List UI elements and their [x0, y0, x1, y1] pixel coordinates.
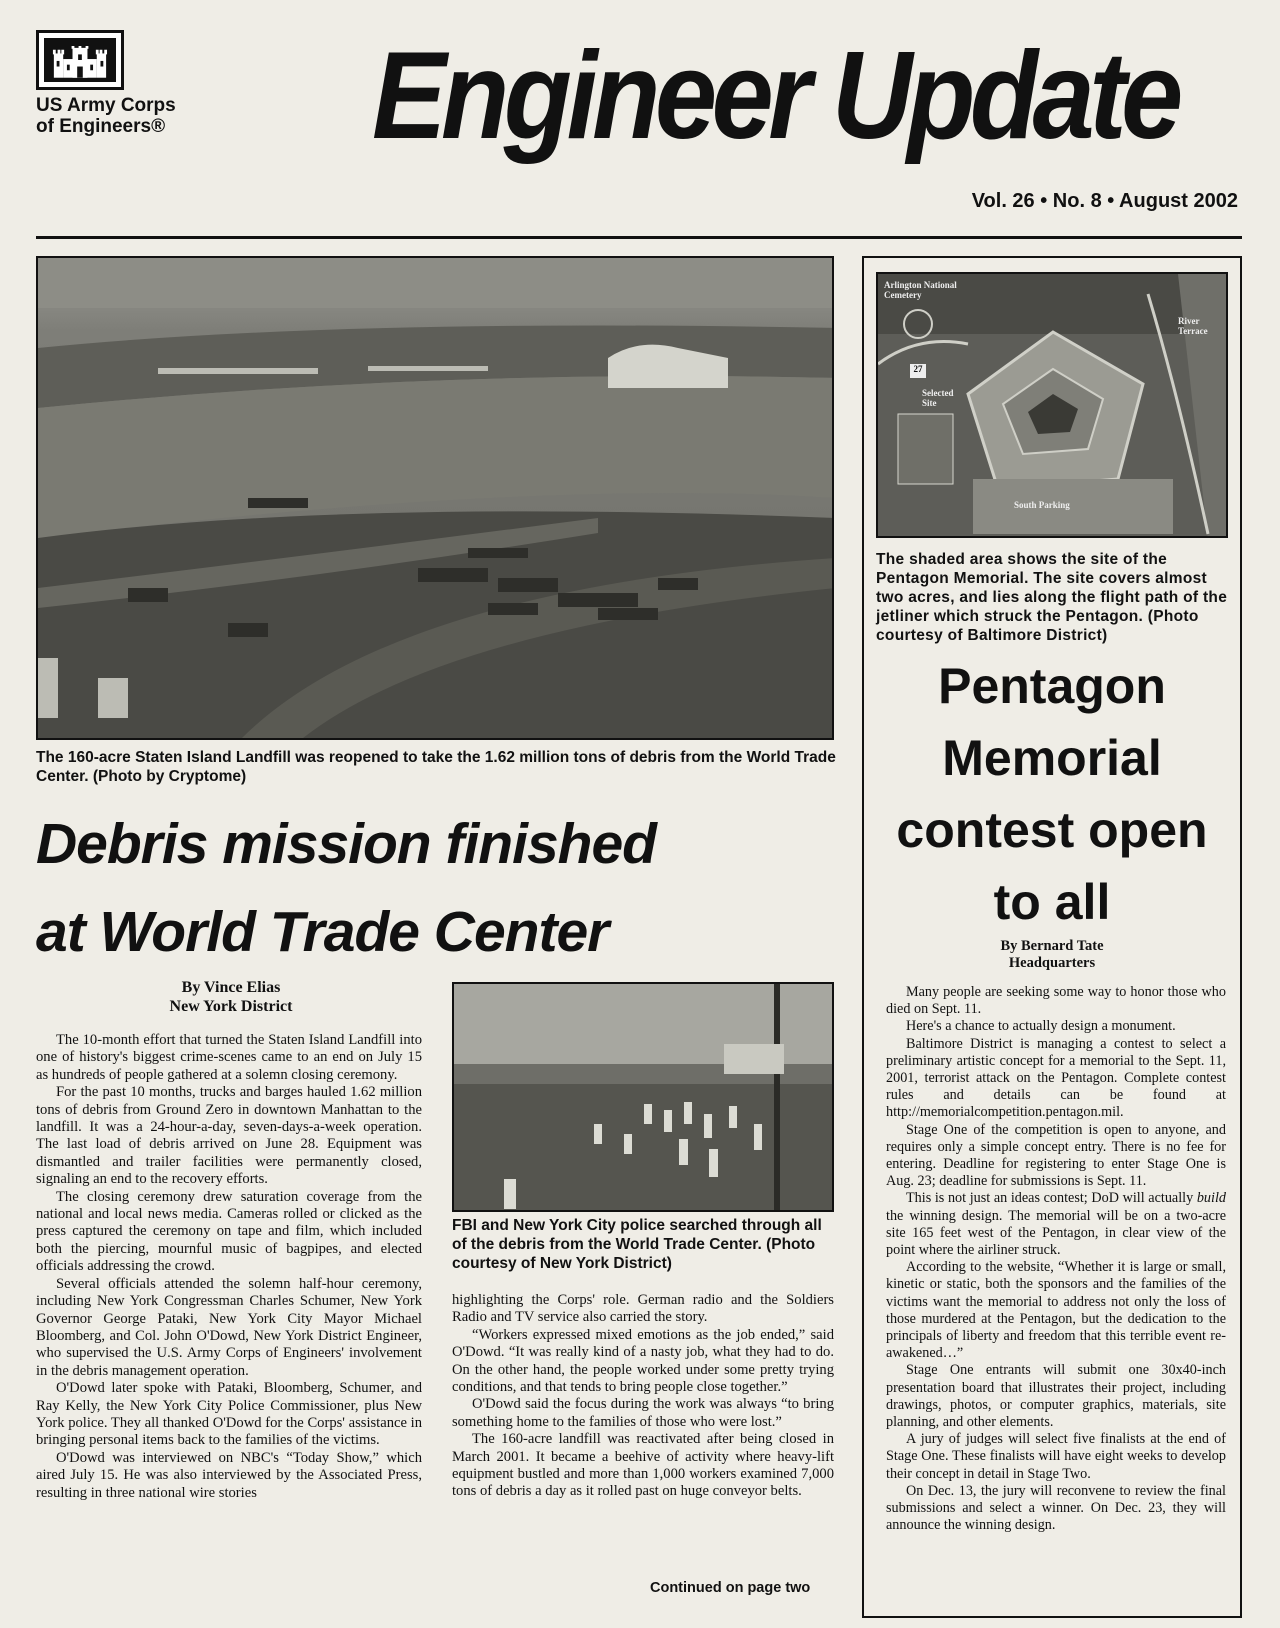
landfill-photo-caption: The 160-acre Staten Island Landfill was reopened to take the 1.62 million tons of debris from the World Trade Center. (Photo by Cryptome) — [36, 749, 836, 785]
continued-notice: Continued on page two — [650, 1580, 811, 1596]
pentagon-map-caption: The shaded area shows the site of the Pentagon Memorial. The site covers almost two acres, and lies along the flight path of the jetliner which struck the Pentagon. (Photo courtesy of Baltimore District) — [876, 551, 1228, 644]
castle-icon — [52, 46, 108, 78]
masthead-rule — [36, 236, 1242, 239]
paragraph: Stage One entrants will submit one 30x40-inch presentation board that illustrates their project, including drawings, photos, or computer graphics, materials, site planning, and other elements. — [886, 1362, 1226, 1431]
main-byline-org: New York District — [169, 998, 293, 1015]
paragraph — [886, 1190, 1226, 1259]
pentagon-site-map — [876, 272, 1228, 538]
sidebar-headline-line-4: to all — [993, 874, 1111, 930]
paragraph: Several officials attended the solemn half-hour ceremony, including New York Congressman Charles Schumer, New York Governor George Pataki, New York City Mayor Michael Bloomberg, and Col. John O'Dowd, New York District Engineer, who supervised the U.S. Army Corps of Engineers' involvement in the debris management operation. — [36, 1275, 422, 1379]
sidebar-story — [886, 984, 1226, 1535]
debris-search-photo-image — [454, 984, 834, 1212]
org-line-2: of Engineers® — [36, 116, 166, 137]
paragraph: Baltimore District is managing a contest to select a preliminary artistic concept for a memorial to the Sept. 11, 2001, terrorist attack on the Pentagon. Complete contest rules and details can be found at http://memorialcompetition.pentagon.mil. — [886, 1035, 1226, 1121]
map-label-cemetery: Arlington National Cemetery — [884, 280, 957, 300]
paragraph: For the past 10 months, trucks and barges hauled 1.62 million tons of debris from Ground Zero in downtown Manhattan to the landfill. It was a 24-hour-a-day, seven-days-a-week operation. The last load of debris arrived on June 28. Equipment was dismantled and trailer facilities were permanently closed, signaling an end to the recovery efforts. — [36, 1084, 422, 1188]
main-headline — [36, 800, 836, 976]
sidebar-byline — [866, 938, 1238, 972]
debris-search-photo-caption: FBI and New York City police searched through all of the debris from the World Trade Center. (Photo courtesy of New York District) — [452, 1217, 822, 1272]
usace-castle-logo — [36, 30, 124, 90]
text-run: This is not just an ideas contest; DoD will actually — [906, 1190, 1197, 1207]
paragraph: Stage One of the competition is open to anyone, and requires only a simple concept entry. There is no fee for entering. Deadline for registering to enter Stage One is Aug. 23; deadline for submissions is Sept. 11. — [886, 1121, 1226, 1190]
organization-name — [36, 95, 236, 137]
main-story-column-2 — [452, 1292, 834, 1501]
sidebar-headline-line-3: contest open — [896, 802, 1208, 858]
issue-line: Vol. 26 • No. 8 • August 2002 — [971, 190, 1238, 212]
landfill-photo — [36, 256, 834, 740]
paragraph: The 160-acre landfill was reactivated after being closed in March 2001. It became a beehive of activity where heavy-lift equipment bustled and more than 1,000 workers examined 7,000 tons of debris a day as it rolled past on huge conveyor belts. — [452, 1431, 834, 1500]
text-run: the winning design. The memorial will be on a two-acre site 165 feet west of the Pentagon, in clear view of the point where the airliner struck. — [886, 1207, 1226, 1259]
paragraph: The 10-month effort that turned the Staten Island Landfill into one of history's biggest crime-scenes came to an end on July 15 as hundreds of people gathered at a solemn closing ceremony. — [36, 1032, 422, 1083]
sidebar-headline-line-2: Memorial — [942, 730, 1162, 786]
map-label-selected-site: Selected Site — [922, 388, 954, 408]
org-line-1: US Army Corps — [36, 95, 176, 116]
newsletter-title: Engineer Update — [372, 27, 1178, 165]
paragraph: The closing ceremony drew saturation coverage from the national and local news media. Cameras rolled or clicked as the press captured the ceremony on tape and film, which included both the piercing, mournful music of bagpipes, and elected officials addressing the crowd. — [36, 1188, 422, 1275]
paragraph: On Dec. 13, the jury will reconvene to review the final submissions and select a winner. On Dec. 23, they will announce the winning design. — [886, 1482, 1226, 1534]
map-label-river-terrace: River Terrace — [1178, 316, 1208, 336]
sidebar-byline-org: Headquarters — [1008, 955, 1096, 971]
emphasis-build: build — [1196, 1190, 1226, 1207]
paragraph: According to the website, “Whether it is large or small, kinetic or static, both the sponsors and the families of the victims want the memorial to address not only the loss of those murdered at the Pentagon, but the dedication to the principals of liberty and freedom that this terrible event re-awakened…” — [886, 1259, 1226, 1362]
paragraph: A jury of judges will select five finalists at the end of Stage One. These finalists will have eight weeks to develop their concept in detail in Stage Two. — [886, 1431, 1226, 1482]
map-label-south-parking: South Parking — [1014, 500, 1070, 510]
sidebar-byline-name: By Bernard Tate — [1000, 938, 1104, 954]
paragraph: O'Dowd said the focus during the work was always “to bring something home to the families of those who were lost.” — [452, 1396, 834, 1430]
paragraph: highlighting the Corps' role. German radio and the Soldiers Radio and TV service also carried the story. — [452, 1292, 834, 1326]
route-marker-icon: 27 — [910, 364, 926, 378]
paragraph: O'Dowd later spoke with Pataki, Bloomberg, Schumer, and Ray Kelly, the New York City Police Commissioner, plus New York police. They all thanked O'Dowd for the Corps' assistance in bringing personal items back to the families of the victims. — [36, 1380, 422, 1449]
main-byline — [36, 978, 426, 1016]
paragraph: O'Dowd was interviewed on NBC's “Today Show,” which aired July 15. He was also interviewed by the Associated Press, resulting in three national wire stories — [36, 1449, 422, 1501]
paragraph: Here's a chance to actually design a monument. — [906, 1018, 1176, 1035]
main-byline-name: By Vince Elias — [181, 979, 281, 996]
main-headline-line-2: at World Trade Center — [36, 900, 609, 964]
main-story-column-1 — [36, 1032, 422, 1502]
sidebar-headline — [866, 650, 1238, 938]
main-headline-line-1: Debris mission finished — [36, 812, 656, 876]
debris-search-photo — [452, 982, 834, 1212]
paragraph: Many people are seeking some way to honor those who died on Sept. 11. — [886, 984, 1226, 1018]
sidebar-headline-line-1: Pentagon — [938, 658, 1166, 714]
landfill-photo-image — [38, 258, 834, 740]
paragraph: “Workers expressed mixed emotions as the job ended,” said O'Dowd. “It was really kind of a nasty job, what they had to do. On the other hand, the people worked under some pretty trying conditions, and that tends to bring people close together.” — [452, 1326, 834, 1396]
